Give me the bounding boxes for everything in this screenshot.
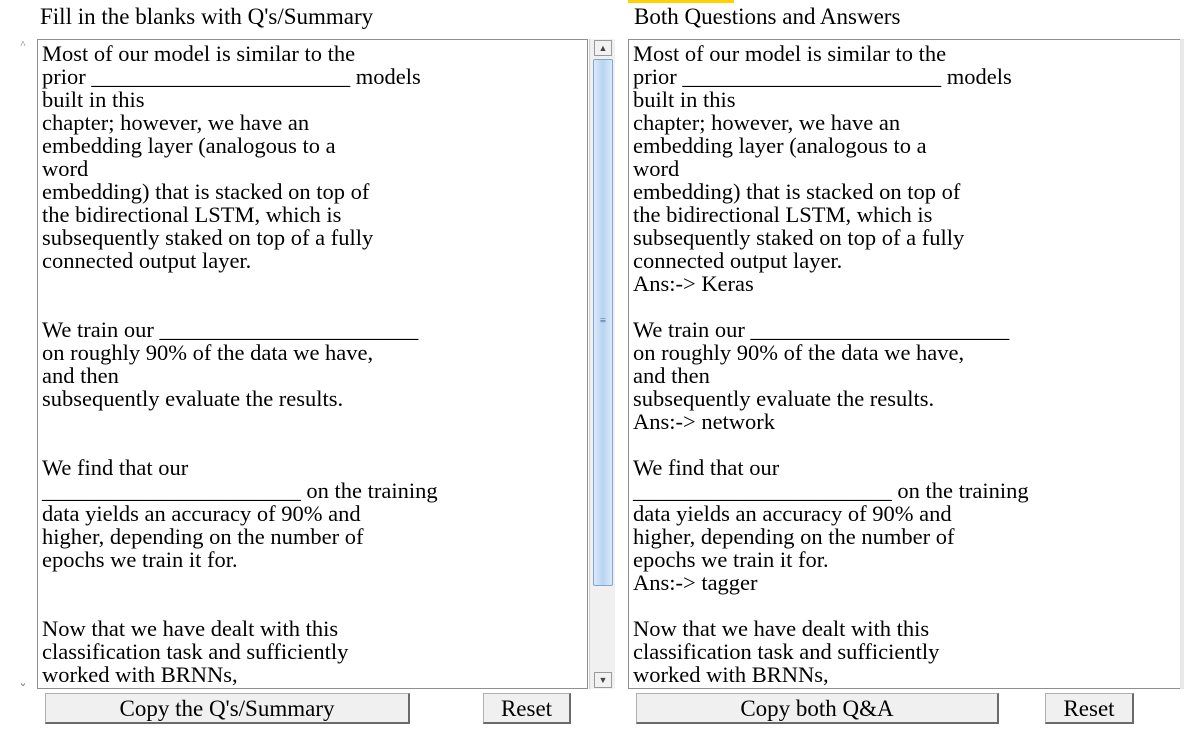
outer-scroll-down-icon[interactable]: ⌄ xyxy=(18,677,28,689)
left-panel-title: Fill in the blanks with Q's/Summary xyxy=(40,4,374,29)
scrollbar-thumb[interactable] xyxy=(593,59,613,586)
summary-scrollbar[interactable] xyxy=(589,39,615,689)
copy-qa-button[interactable]: Copy both Q&A xyxy=(636,693,999,724)
qa-text-area[interactable] xyxy=(628,39,1184,689)
scrollbar-grip-icon: ≡ xyxy=(599,315,607,327)
qa-scrollbar-edge[interactable] xyxy=(1180,39,1184,689)
copy-summary-button[interactable]: Copy the Q's/Summary xyxy=(45,693,410,724)
outer-scrollbar[interactable] xyxy=(14,39,32,689)
reset-qa-button[interactable]: Reset xyxy=(1045,693,1134,724)
qa-text[interactable]: Most of our model is similar to the prior _______________________ models built in this chapter; however, we have an embedding layer (analogous to a word embedding) that is stacked on top of the bidirectional LSTM, which is subsequently staked on top of a fully connected output layer. Ans:-> Keras We train our _______________________ on roughly 90% of the data we have, and then subsequently evaluate the results. Ans:-> network We find that our _______________________ on the training data yields an accuracy of 90% and higher, depending on the number of epochs we train it for. Ans:-> tagger Now that we have dealt with this classification task and sufficiently worked with BRNNs, xyxy=(633,41,1029,687)
right-panel-title: Both Questions and Answers xyxy=(634,4,901,29)
summary-text-area[interactable] xyxy=(37,39,588,689)
scroll-down-arrow-icon[interactable]: ▼ xyxy=(594,672,612,688)
summary-text[interactable]: Most of our model is similar to the prior _______________________ models built in this chapter; however, we have an embedding layer (analogous to a word embedding) that is stacked on top of the bidirectional LSTM, which is subsequently staked on top of a fully connected output layer. We train our _______________________ on roughly 90% of the data we have, and then subsequently evaluate the results. We find that our _______________________ on the training data yields an accuracy of 90% and higher, depending on the number of epochs we train it for. Now that we have dealt with this classification task and sufficiently worked with BRNNs, xyxy=(42,41,438,687)
scroll-up-arrow-icon[interactable]: ▲ xyxy=(594,40,612,56)
reset-summary-button[interactable]: Reset xyxy=(483,693,571,724)
outer-scroll-up-icon[interactable]: ^ xyxy=(20,39,26,51)
